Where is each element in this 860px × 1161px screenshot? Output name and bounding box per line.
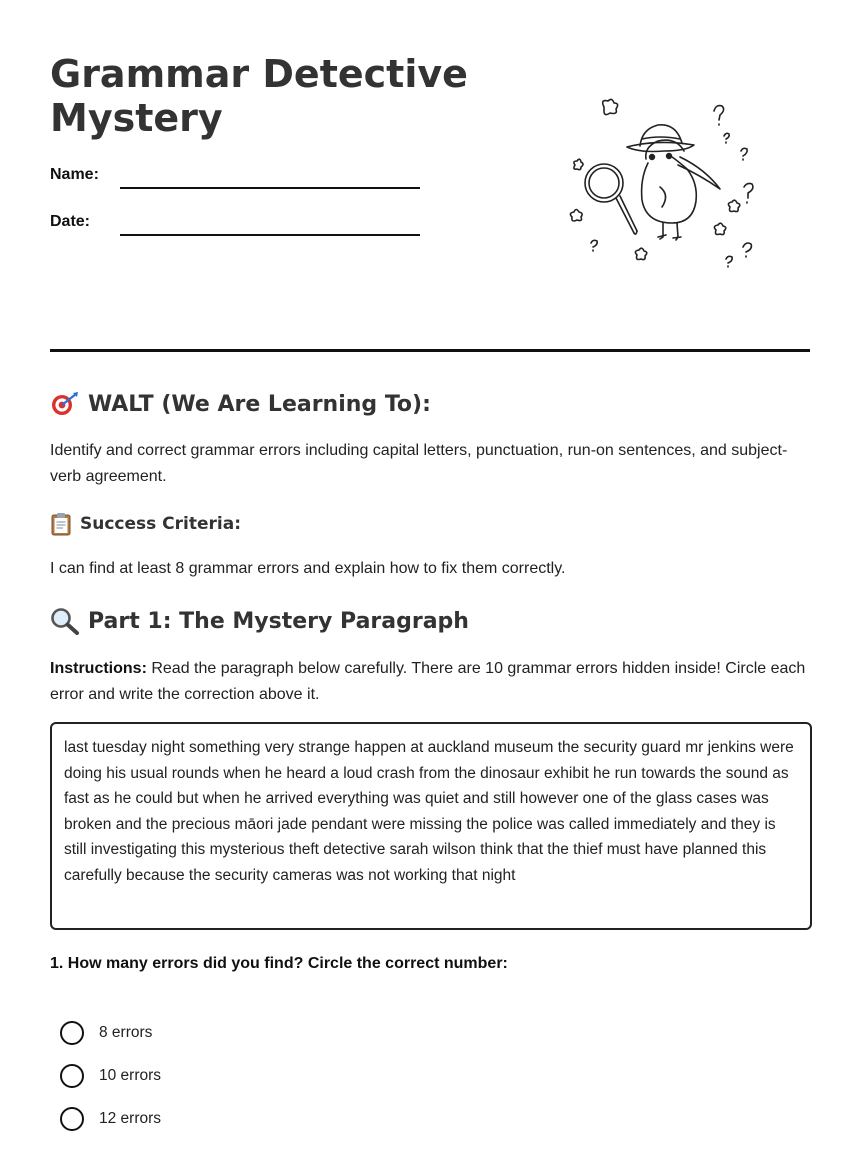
walt-heading	[50, 391, 431, 417]
date-line[interactable]	[120, 234, 420, 236]
option-circle[interactable]	[60, 1107, 84, 1131]
mystery-paragraph: last tuesday night something very strange happen at auckland museum the security guard mr jenkins were doing his usual rounds when he heard a loud crash from the dinosaur exhibit he run towards the sound as fast as he could but when he arrived everything was quiet and still however one of the glass cases was broken and the precious māori jade pendant were missing the police was called immediately and they is still investigating this mysterious theft detective sarah wilson think that the thief must have planned this carefully because the security cameras was not working that night	[64, 739, 794, 884]
page-title	[50, 52, 468, 140]
mystery-paragraph-box	[50, 722, 812, 930]
option-circle[interactable]	[60, 1064, 84, 1088]
answer-option-12[interactable]	[60, 1107, 161, 1131]
instructions-label: Instructions:	[50, 660, 147, 677]
date-label: Date:	[50, 213, 91, 230]
option-label: 12 errors	[99, 1110, 162, 1127]
magnifier-icon	[50, 607, 80, 635]
section-divider	[50, 349, 810, 352]
walt-heading-text: WALT (We Are Learning To):	[88, 391, 431, 417]
name-line[interactable]	[120, 187, 420, 189]
answer-option-10[interactable]	[60, 1064, 161, 1088]
question-1: 1. How many errors did you find? Circle the correct number:	[50, 955, 508, 972]
clipboard-icon	[50, 512, 72, 536]
option-label: 8 errors	[99, 1024, 153, 1041]
name-label: Name:	[50, 166, 99, 183]
title-line-2: Mystery	[50, 96, 223, 140]
success-criteria-heading-text: Success Criteria:	[80, 514, 242, 534]
instructions-text: Read the paragraph below carefully. There are 10 grammar errors hidden inside! Circle each error and write the correction above it.	[50, 660, 806, 703]
part1-heading	[50, 607, 469, 635]
answer-option-8[interactable]	[60, 1021, 152, 1045]
option-label: 10 errors	[99, 1067, 162, 1084]
part1-instructions	[50, 656, 810, 708]
success-criteria-text: I can find at least 8 grammar errors and explain how to fix them correctly.	[50, 560, 566, 577]
part1-heading-text: Part 1: The Mystery Paragraph	[88, 608, 469, 634]
title-line-1: Grammar Detective	[50, 52, 468, 96]
target-icon	[50, 391, 80, 417]
walt-text: Identify and correct grammar errors including capital letters, punctuation, run-on sentences, and subject-verb agreement.	[50, 442, 788, 485]
option-circle[interactable]	[60, 1021, 84, 1045]
success-criteria-heading	[50, 512, 241, 536]
kiwi-detective-icon	[560, 95, 770, 275]
